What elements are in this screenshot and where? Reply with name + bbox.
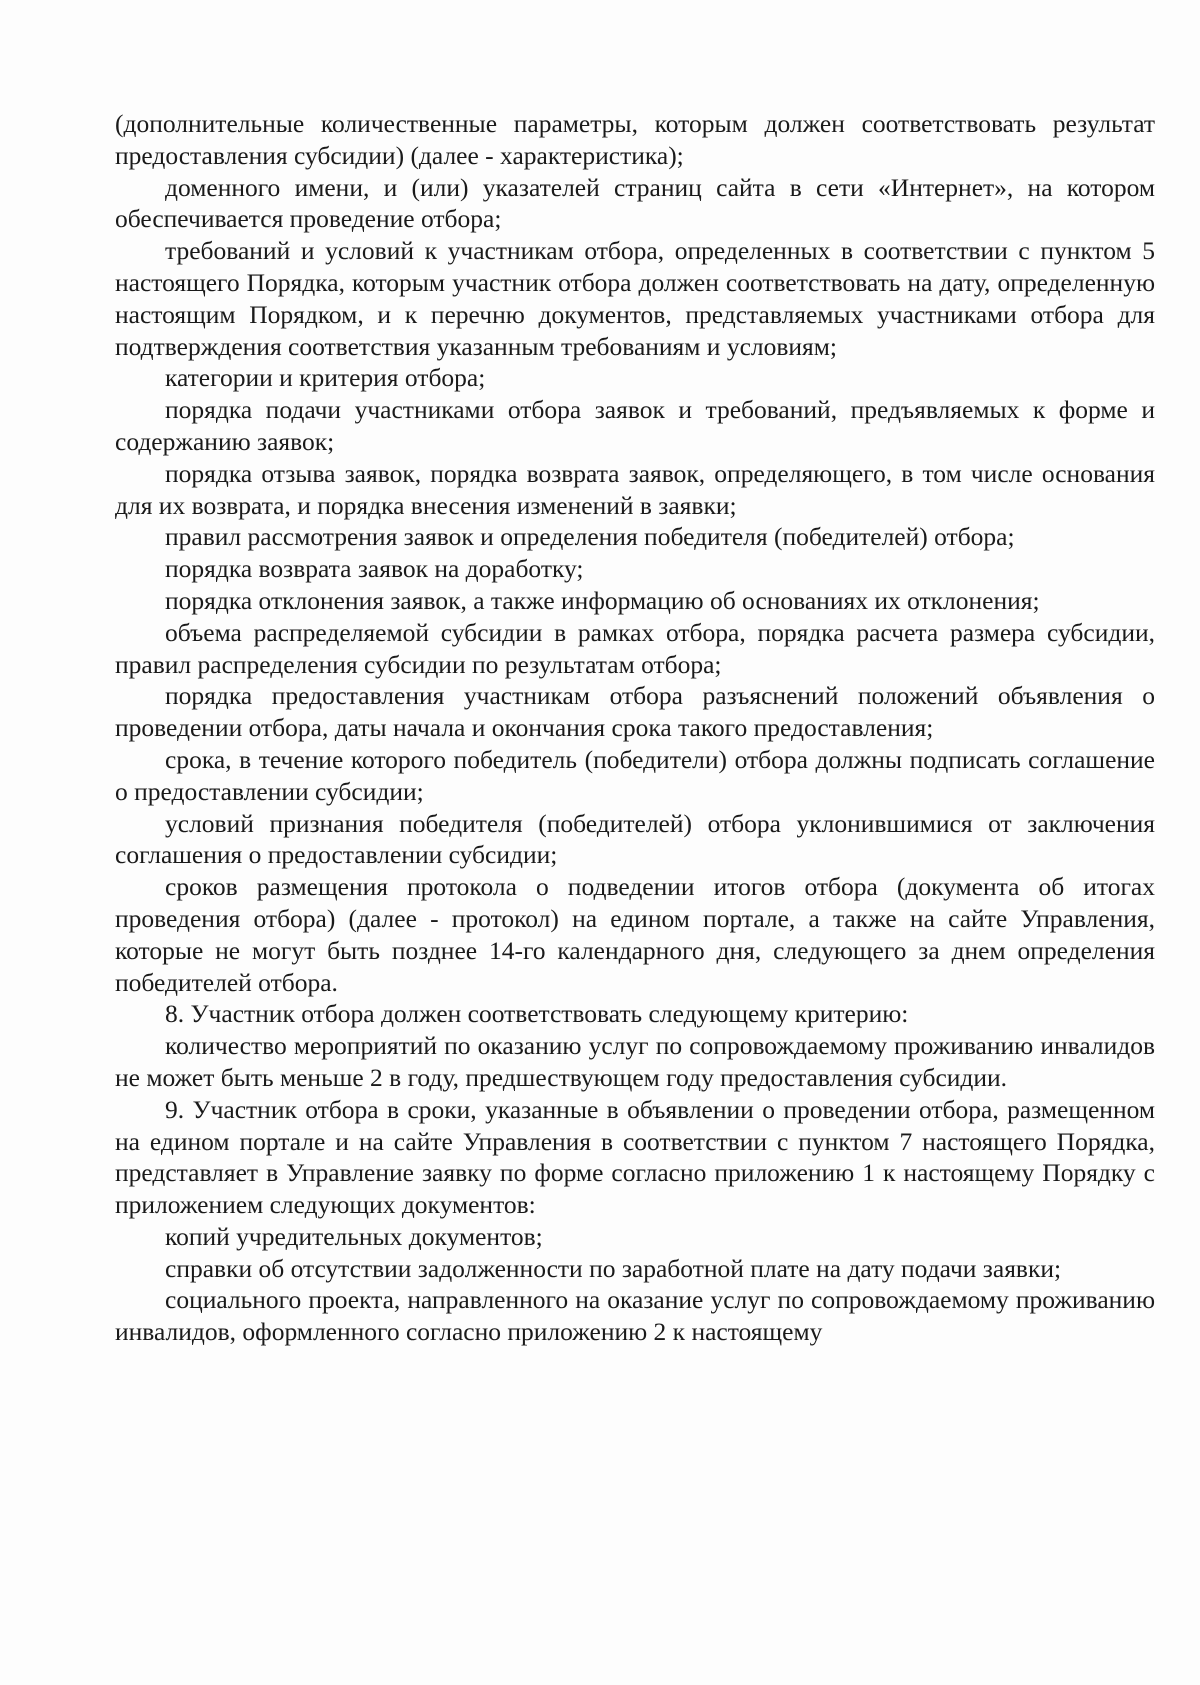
document-body bbox=[115, 108, 1155, 1348]
paragraph: категории и критерия отбора; bbox=[165, 363, 486, 393]
paragraph: 8. Участник отбора должен соответствовать следующему критерию: bbox=[165, 999, 909, 1029]
paragraph: копий учредительных документов; bbox=[165, 1221, 543, 1251]
paragraph: порядка отзыва заявок, порядка возврата заявок, определяющего, в том числе основания для их возврата, и порядка внесения изменений в заявки; bbox=[115, 458, 1155, 520]
paragraph: условий признания победителя (победителей) отбора уклонившимися от заключения соглашения о предоставлении субсидии; bbox=[115, 808, 1155, 870]
paragraph: (дополнительные количественные параметры, которым должен соответствовать результат предоставления субсидии) (далее - характеристика); bbox=[115, 109, 1155, 170]
paragraph: порядка предоставления участникам отбора разъяснений положений объявления о проведении отбора, даты начала и окончания срока такого предоставления; bbox=[115, 681, 1155, 743]
paragraph: социального проекта, направленного на оказание услуг по сопровождаемому проживанию инвалидов, оформленного согласно приложению 2 к настоящему bbox=[115, 1285, 1155, 1347]
paragraph: объема распределяемой субсидии в рамках отбора, порядка расчета размера субсидии, правил распределения субсидии по результатам отбора; bbox=[115, 617, 1155, 679]
paragraph: доменного имени, и (или) указателей страниц сайта в сети «Интернет», на котором обеспечивается проведение отбора; bbox=[115, 172, 1155, 234]
paragraph: срока, в течение которого победитель (победители) отбора должны подписать соглашение о предоставлении субсидии; bbox=[115, 744, 1155, 806]
paragraph: справки об отсутствии задолженности по заработной плате на дату подачи заявки; bbox=[165, 1253, 1062, 1283]
paragraph: правил рассмотрения заявок и определения победителя (победителей) отбора; bbox=[165, 522, 1015, 552]
paragraph: порядка отклонения заявок, а также информацию об основаниях их отклонения; bbox=[165, 585, 1040, 615]
paragraph: требований и условий к участникам отбора, определенных в соответствии с пунктом 5 настоящего Порядка, которым участник отбора должен соответствовать на дату, определенную настоящим Порядком, и к перечню документов, представляемых участниками отбора для подтверждения соответствия указанным требованиям и условиям; bbox=[115, 236, 1155, 361]
paragraph: порядка подачи участниками отбора заявок и требований, предъявляемых к форме и содержанию заявок; bbox=[115, 395, 1155, 456]
paragraph: 9. Участник отбора в сроки, указанные в объявлении о проведении отбора, размещенном на едином портале и на сайте Управления в соответствии с пунктом 7 настоящего Порядка, представляет в Управление заявку по форме согласно приложению 1 к настоящему Порядку с приложением следующих документов: bbox=[115, 1094, 1155, 1220]
paragraph: сроков размещения протокола о подведении итогов отбора (документа об итогах проведения отбора) (далее - протокол) на едином портале, а также на сайте Управления, которые не могут быть позднее 14-го календарного дня, следующего за днем определения победителей отбора. bbox=[115, 872, 1155, 997]
paragraph: порядка возврата заявок на доработку; bbox=[165, 554, 584, 584]
paragraph: количество мероприятий по оказанию услуг по сопровождаемому проживанию инвалидов не может быть меньше 2 в году, предшествующем году предоставления субсидии. bbox=[115, 1031, 1155, 1092]
